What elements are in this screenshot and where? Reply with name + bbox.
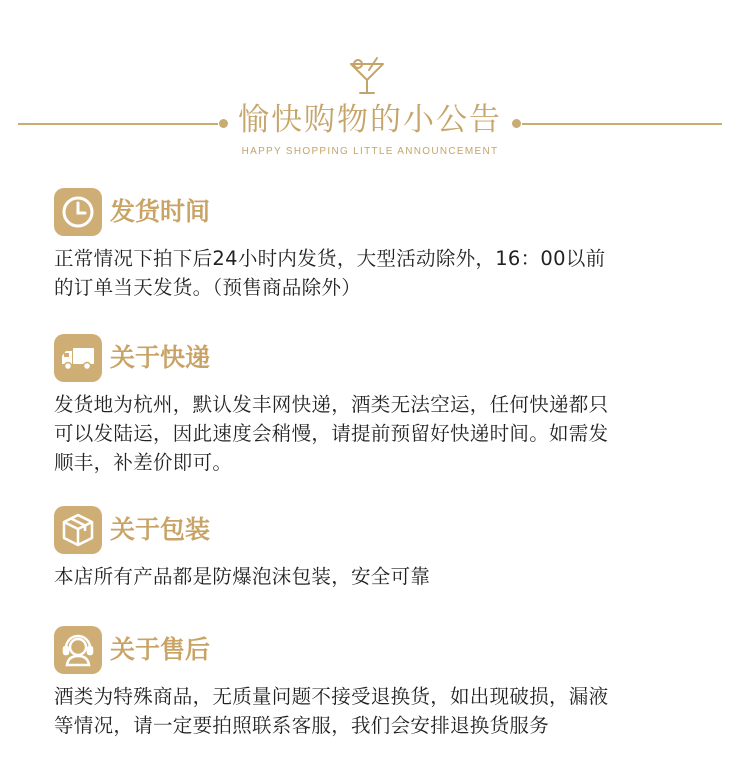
section-title: 关于快递 (110, 343, 211, 372)
divider-left (18, 123, 218, 125)
announcement-header (0, 0, 750, 170)
body-line: 等情况，请一定要拍照联系客服，我们会安排退换货服务 (54, 714, 550, 737)
body-line: 可以发陆运，因此速度会稍慢，请提前预留好快递时间。如需发 (54, 422, 609, 445)
section-icon-box (54, 626, 102, 674)
truck-icon (60, 340, 96, 376)
body-line: 酒类为特殊商品，无质量问题不接受退换货，如出现破损，漏液 (54, 685, 609, 708)
section-icon-box (54, 506, 102, 554)
divider-dot-left (219, 119, 228, 128)
body-line: 发货地为杭州，默认发丰网快递，酒类无法空运，任何快递都只 (54, 393, 609, 416)
page-title: 愉快购物的小公告 (238, 102, 502, 138)
page-subtitle: HAPPY SHOPPING LITTLE ANNOUNCEMENT (241, 146, 499, 157)
section-title: 关于包装 (110, 515, 211, 544)
body-line: 顺丰，补差价即可。 (54, 451, 233, 474)
section-after-sales (54, 626, 714, 740)
section-shipping-time (54, 188, 714, 302)
divider-right (522, 123, 722, 125)
section-body (54, 562, 714, 591)
section-body (54, 682, 714, 740)
section-delivery (54, 334, 714, 477)
package-box-icon (60, 512, 96, 548)
body-line: 本店所有产品都是防爆泡沫包装，安全可靠 (54, 565, 431, 588)
clock-icon (60, 194, 96, 230)
body-line: 正常情况下拍下后24小时内发货，大型活动除外，16：00以前 (54, 247, 606, 270)
customer-service-icon (60, 632, 96, 668)
section-icon-box (54, 334, 102, 382)
section-packaging (54, 506, 714, 591)
cocktail-glass-icon (347, 56, 387, 96)
body-line: 的订单当天发货。（预售商品除外） (54, 276, 362, 299)
divider-dot-right (512, 119, 521, 128)
section-body (54, 390, 714, 477)
section-title: 发货时间 (110, 197, 211, 226)
section-body (54, 244, 714, 302)
section-icon-box (54, 188, 102, 236)
section-title: 关于售后 (110, 635, 211, 664)
